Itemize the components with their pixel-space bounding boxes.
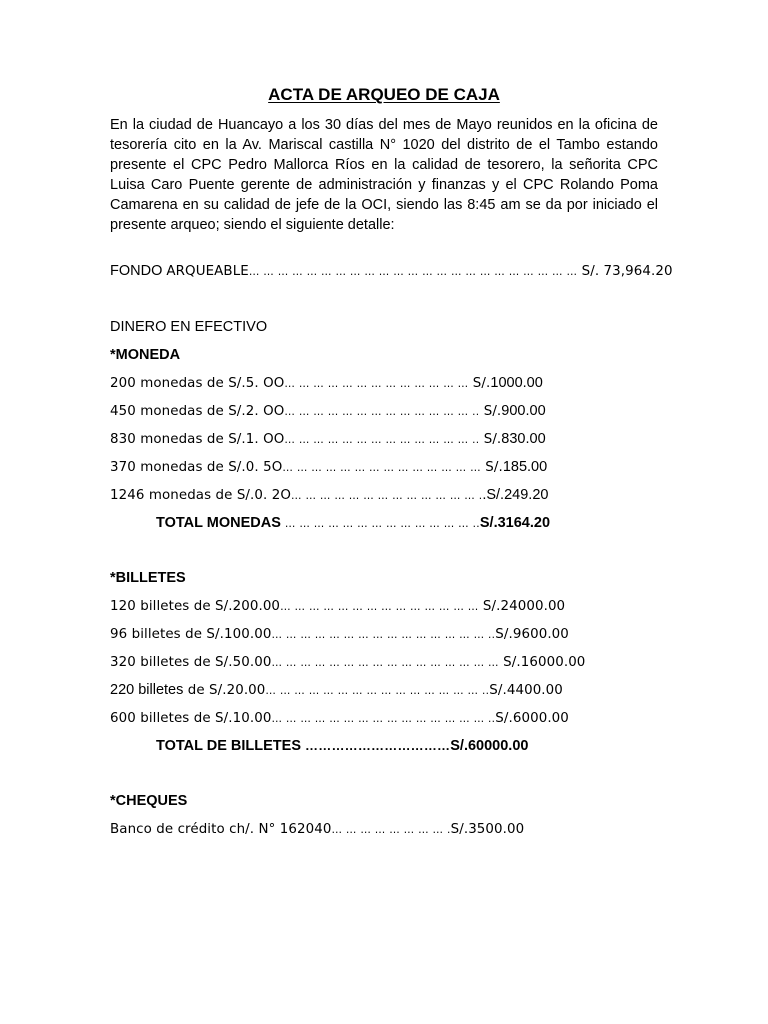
efectivo-heading: DINERO EN EFECTIVO [110,319,268,335]
leader-dots: … … … … … … … … … … … … … .. [284,406,480,418]
billete-row [110,625,569,643]
billete-amount: S/.9600.00 [495,627,569,642]
total-billetes-line [156,737,528,755]
cheques-heading: *CHEQUES [110,793,188,809]
total-monedas-line [156,514,550,532]
moneda-amount: 185.00 [502,459,548,475]
leader-dots: … … … … … … … … … … … … … … … … [271,657,499,669]
billete-desc-lead: 220 billetes [110,682,184,698]
leader-dots: … … … … … … … … … … … … … … … .. [271,629,496,641]
total-billetes-label: TOTAL DE BILLETES [156,738,306,754]
fondo-amount: S/. 73,964.20 [577,264,673,279]
leader-dots: … … … … … … … … … … … … … … [280,601,479,613]
moneda-amount-prefix: S/. [479,404,502,419]
moneda-desc: 370 monedas de S/.0. 5O [110,460,283,475]
cheque-desc: Banco de crédito ch/. N° 162040 [110,822,332,837]
total-monedas-label: TOTAL MONEDAS [156,515,285,531]
fondo-label-arqueable: ARQUEABLE [166,264,249,279]
billete-amount: S/.16000.00 [498,655,586,670]
moneda-amount: 1000.00 [490,375,543,391]
leader-dots: … … … … … … … … . [331,824,451,836]
document-title: ACTA DE ARQUEO DE CAJA [268,85,500,104]
cheque-row [110,820,524,838]
moneda-row [110,402,546,420]
fondo-arqueable-line [110,262,673,280]
total-billetes-amount: S/.60000.00 [450,738,529,754]
moneda-amount: 830.00 [501,431,546,447]
leader-dots: … … … … … … … … … … … … … .. [284,434,480,446]
leader-dots: …………………………… [305,738,451,753]
moneda-amount: 249.20 [504,487,549,503]
moneda-amount-prefix: S/. [479,432,502,447]
leader-dots: … … … … … … … … … … … … … … … .. [265,685,490,697]
moneda-amount-prefix: S/. [480,460,503,475]
moneda-amount: 900.00 [501,403,546,419]
leader-dots: … … … … … … … … … … … … … … [282,462,481,474]
billete-amount: S/.24000.00 [478,599,566,614]
intro-paragraph: En la ciudad de Huancayo a los 30 días del mes de Mayo reunidos en la oficina de tesorería cito en la Av. Mariscal castilla N° 1020 del distrito de el Tambo estando presente el CPC Pedro Mallorca Ríos en la calidad de tesorero, la señorita CPC Luisa Caro Puente gerente de administración y finanzas y el CPC Rolando Poma Camarena en su calidad de jefe de la OCI, siendo las 8:45 am se da por iniciado el presente arqueo; siendo el siguiente detalle: [110,117,658,233]
billete-row [110,681,563,699]
moneda-amount-prefix: .S/. [482,487,505,503]
moneda-row [110,458,547,476]
billete-desc: 600 billetes de S/.10.00 [110,711,272,726]
leader-dots: … … … … … … … … … … … … … .. [284,518,480,530]
billetes-heading: *BILLETES [110,570,186,586]
billete-desc: 320 billetes de S/.50.00 [110,655,272,670]
moneda-desc: 200 monedas de S/.5. OO [110,376,285,391]
moneda-amount-prefix: S/. [468,376,491,391]
leader-dots: … … … … … … … … … … … … … … … .. [271,713,496,725]
fondo-leader-dots: … … … … … … … … … … … … … … … … … … … … … … … [248,266,578,278]
billete-desc: 96 billetes de S/.100.00 [110,627,272,642]
moneda-row [110,486,548,504]
billete-row [110,653,585,671]
cheque-amount: S/.3500.00 [450,822,525,837]
billete-amount: S/.6000.00 [495,711,569,726]
billete-amount: S/.4400.00 [489,683,563,698]
moneda-desc: 450 monedas de S/.2. OO [110,404,285,419]
leader-dots: … … … … … … … … … … … … … [284,378,469,390]
billete-row [110,709,569,727]
billete-desc: de S/.20.00 [183,683,266,698]
billete-desc: 120 billetes de S/.200.00 [110,599,281,614]
moneda-heading: *MONEDA [110,347,181,363]
fondo-label: FONDO [110,263,167,279]
moneda-row [110,374,543,392]
moneda-row [110,430,546,448]
moneda-desc: 830 monedas de S/.1. OO [110,432,285,447]
leader-dots: … … … … … … … … … … … … … . [291,490,483,502]
total-monedas-amount: S/.3164.20 [479,515,551,531]
moneda-desc: 1246 monedas de S/.0. 2O [110,488,291,503]
billete-row [110,597,565,615]
